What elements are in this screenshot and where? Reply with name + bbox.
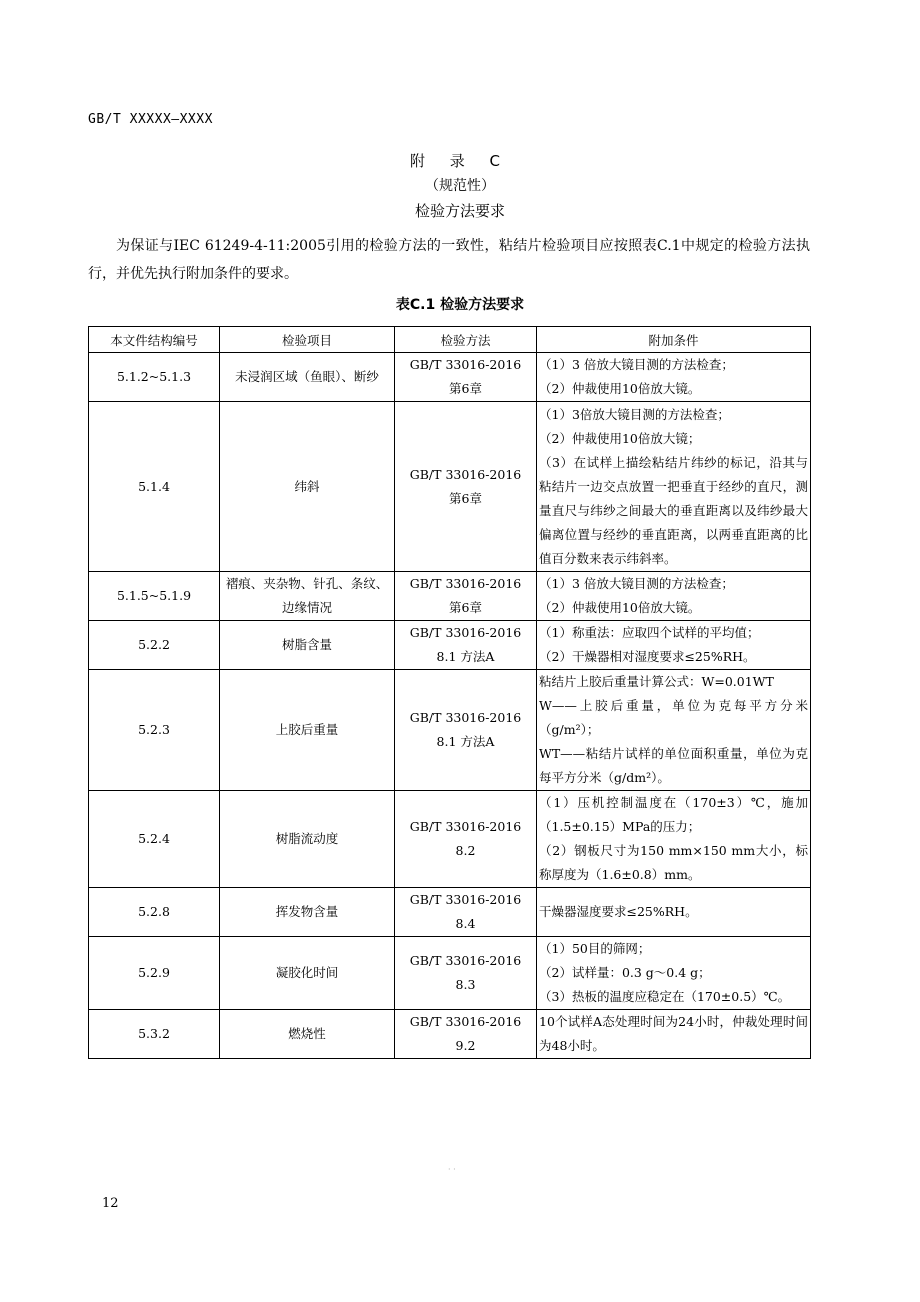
table-row (89, 353, 811, 402)
clause-cell: 5.1.5~5.1.9 (89, 572, 220, 621)
item-cell: 树脂含量 (220, 621, 395, 670)
method-cell: GB/T 33016-2016 8.2 (395, 791, 537, 888)
item-cell: 燃烧性 (220, 1010, 395, 1059)
table-row (89, 937, 811, 1010)
item-cell: 挥发物含量 (220, 888, 395, 937)
header-item: 检验项目 (220, 327, 395, 353)
intro-paragraph: 为保证与IEC 61249-4-11:2005引用的检验方法的一致性，粘结片检验项目应按照表C.1中规定的检验方法执行，并优先执行附加条件的要求。 (88, 238, 810, 282)
standard-code: GB/T XXXXX—XXXX (88, 112, 213, 127)
header-clause: 本文件结构编号 (89, 327, 220, 353)
table-row (89, 670, 811, 791)
table-row (89, 621, 811, 670)
decorative-dots: · · (448, 1165, 456, 1174)
method-cell: GB/T 33016-2016 第6章 (395, 572, 537, 621)
table-row (89, 791, 811, 888)
conditions-cell: （1）称重法：应取四个试样的平均值； （2）干燥器相对湿度要求≤25%RH。 (537, 621, 811, 670)
item-cell: 纬斜 (220, 402, 395, 572)
method-cell: GB/T 33016-2016 第6章 (395, 402, 537, 572)
conditions-cell: （1）压机控制温度在（170±3）℃，施加（1.5±0.15）MPa的压力； （2）钢板尺寸为150 mm×150 mm大小，标称厚度为（1.6±0.8）mm。 (537, 791, 811, 888)
method-cell: GB/T 33016-2016 8.1 方法A (395, 670, 537, 791)
conditions-cell: 粘结片上胶后重量计算公式：W=0.01WT W——上胶后重量，单位为克每平方分米（g/m²）； WT——粘结片试样的单位面积重量，单位为克每平方分米（g/dm²）。 (537, 670, 811, 791)
table-row (89, 402, 811, 572)
method-cell: GB/T 33016-2016 8.4 (395, 888, 537, 937)
header-conditions: 附加条件 (537, 327, 811, 353)
conditions-cell: 10个试样A态处理时间为24小时，仲裁处理时间为48小时。 (537, 1010, 811, 1059)
conditions-cell: （1）3 倍放大镜目测的方法检查； （2）仲裁使用10倍放大镜。 (537, 353, 811, 402)
method-cell: GB/T 33016-2016 8.1 方法A (395, 621, 537, 670)
item-cell: 上胶后重量 (220, 670, 395, 791)
item-cell: 褶痕、夹杂物、针孔、条纹、边缘情况 (220, 572, 395, 621)
conditions-cell: （1）3倍放大镜目测的方法检查； （2）仲裁使用10倍放大镜； （3）在试样上描绘粘结片纬纱的标记，沿其与粘结片一边交点放置一把垂直于经纱的直尺，测量直尺与纬纱之间最大的垂直距离以及纬纱最大偏离位置与经纱的垂直距离，以两垂直距离的比值百分数来表示纬斜率。 (537, 402, 811, 572)
header-method: 检验方法 (395, 327, 537, 353)
method-cell: GB/T 33016-2016 8.3 (395, 937, 537, 1010)
item-cell: 凝胶化时间 (220, 937, 395, 1010)
method-cell: GB/T 33016-2016 第6章 (395, 353, 537, 402)
page-number: 12 (102, 1196, 119, 1211)
clause-cell: 5.2.8 (89, 888, 220, 937)
clause-cell: 5.2.9 (89, 937, 220, 1010)
clause-cell: 5.2.4 (89, 791, 220, 888)
item-cell: 树脂流动度 (220, 791, 395, 888)
item-cell: 未浸润区域（鱼眼）、断纱 (220, 353, 395, 402)
annex-name: 检验方法要求 (414, 202, 505, 220)
clause-cell: 5.2.3 (89, 670, 220, 791)
inspection-method-table (88, 326, 811, 1059)
clause-cell: 5.1.2~5.1.3 (89, 353, 220, 402)
table-header-row (89, 327, 811, 353)
table-row (89, 1010, 811, 1059)
clause-cell: 5.3.2 (89, 1010, 220, 1059)
clause-cell: 5.2.2 (89, 621, 220, 670)
table-caption: 表C.1 检验方法要求 (395, 297, 525, 313)
annex-title: 附 录 C (409, 152, 510, 170)
table-row (89, 572, 811, 621)
annex-type: （规范性） (425, 178, 495, 194)
clause-cell: 5.1.4 (89, 402, 220, 572)
conditions-cell: （1）3 倍放大镜目测的方法检查； （2）仲裁使用10倍放大镜。 (537, 572, 811, 621)
method-cell: GB/T 33016-2016 9.2 (395, 1010, 537, 1059)
table-row (89, 888, 811, 937)
conditions-cell: （1）50目的筛网； （2）试样量：0.3 g～0.4 g； （3）热板的温度应稳定在（170±0.5）℃。 (537, 937, 811, 1010)
conditions-cell: 干燥器湿度要求≤25%RH。 (537, 888, 811, 937)
